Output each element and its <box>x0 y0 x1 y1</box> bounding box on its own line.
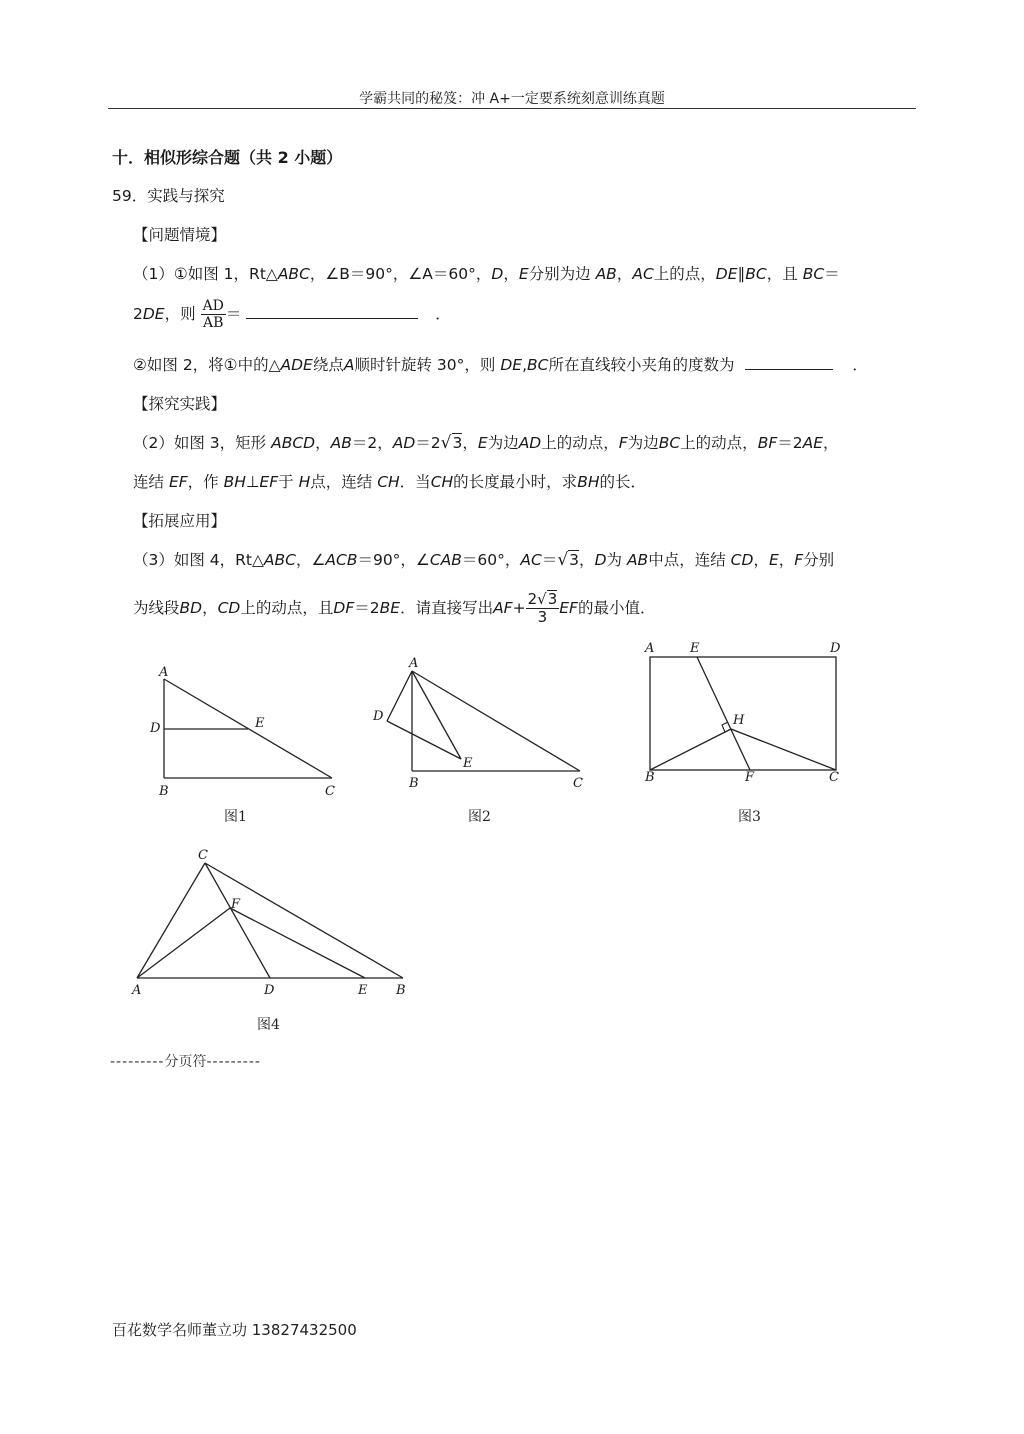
fig1-caption: 图1 <box>224 809 247 825</box>
fig4-segment-af <box>137 908 230 978</box>
figure-2 <box>365 653 595 798</box>
fig3-label-f: F <box>745 770 755 785</box>
sqrt-symbol: √ <box>440 433 452 453</box>
fig2-label-d: D <box>373 709 384 724</box>
part1-line3: ②如图 2，将①中的△ADE绕点A顺时针旋转 30°，则 DE,BC所在直线较小夹角的度数为 ． <box>133 356 868 374</box>
fig4-label-b: B <box>396 983 406 998</box>
fig4-label-d: D <box>264 983 275 998</box>
fig4-label-e: E <box>358 983 368 998</box>
fig1-label-b: B <box>159 784 169 799</box>
fig3-label-d: D <box>830 641 841 656</box>
part1-heading: 【问题情境】 <box>133 226 227 244</box>
fig2-caption: 图2 <box>468 809 491 825</box>
fig4-caption: 图4 <box>257 1017 280 1033</box>
sqrt-symbol: √ <box>537 590 547 608</box>
page-footer: 百花数学名师董立功 13827432500 <box>112 1321 357 1339</box>
fig3-caption: 图3 <box>738 809 761 825</box>
page-break-marker: ---------分页符--------- <box>110 1054 261 1070</box>
part2-line2: 连结 EF，作 BH⊥EF于 H点，连结 CH．当CH的长度最小时，求BH的长． <box>133 473 646 491</box>
fig2-label-a: A <box>409 656 419 671</box>
fraction-ad-ab: $\frac{AD}{AB}$ <box>202 298 224 332</box>
fig1-label-e: E <box>255 716 265 731</box>
part3-line1: （3）如图 4，Rt△ABC，∠ACB＝90°，∠CAB＝60°，AC＝√3，D为 AB中点，连结 CD，E，F分别 <box>133 550 835 570</box>
figure-4 <box>125 845 420 1000</box>
part1-line2: 2DE，则 $\frac{AD}{AB}$ ＝ ． <box>133 298 451 332</box>
page-header-title: 学霸共同的秘笈：冲 A+一定要系统刻意训练真题 <box>359 91 665 107</box>
fig2-label-e: E <box>463 756 473 771</box>
fig2-segment-ac <box>412 671 580 771</box>
figure-3 <box>640 636 855 791</box>
part2-heading: 【探究实践】 <box>133 395 227 413</box>
fig3-label-b: B <box>645 770 655 785</box>
fig2-label-c: C <box>573 776 583 791</box>
answer-blank-2[interactable] <box>745 355 833 370</box>
fig2-segment-ad <box>387 671 412 721</box>
fig3-segment-bh <box>650 729 731 770</box>
part1-line1: （1）①如图 1，Rt△ABC，∠B＝90°，∠A＝60°，D，E分别为边 AB，AC上的点，DE∥BC，且 BC＝ <box>133 265 840 283</box>
fig4-segment-cd <box>205 863 270 978</box>
fig4-label-a: A <box>132 983 142 998</box>
fig1-label-d: D <box>150 721 161 736</box>
fig3-label-e: E <box>690 641 700 656</box>
fraction-2sqrt3-over-3: $\frac{2√3}{3}$ <box>527 590 558 627</box>
part3-line2: 为线段BD，CD上的动点，且DF＝2BE．请直接写出AF+ $\frac{2√3}{3}$ EF的最小值． <box>133 590 656 627</box>
part3-heading: 【拓展应用】 <box>133 512 227 530</box>
problem-title: 59．实践与探究 <box>112 187 225 205</box>
fig4-label-f: F <box>231 897 241 912</box>
part2-line1: （2）如图 3，矩形 ABCD，AB＝2，AD＝2√3，E为边AD上的动点，F为边BC上的动点，BF＝2AE， <box>133 433 839 453</box>
fig4-label-c: C <box>198 848 208 863</box>
fig3-label-h: H <box>733 713 745 728</box>
fig3-label-a: A <box>645 641 655 656</box>
fig1-label-a: A <box>159 665 169 680</box>
fig4-segment-ac <box>137 863 205 978</box>
fig2-label-b: B <box>409 776 419 791</box>
fig4-segment-cb <box>205 863 403 978</box>
sqrt-symbol: √ <box>557 550 569 570</box>
figure-1 <box>140 660 350 805</box>
answer-blank-1[interactable] <box>246 304 418 319</box>
fig3-label-c: C <box>829 770 839 785</box>
section-heading: 十．相似形综合题（共 2 小题） <box>112 148 343 167</box>
header-divider <box>108 108 916 109</box>
fig1-label-c: C <box>325 784 335 799</box>
